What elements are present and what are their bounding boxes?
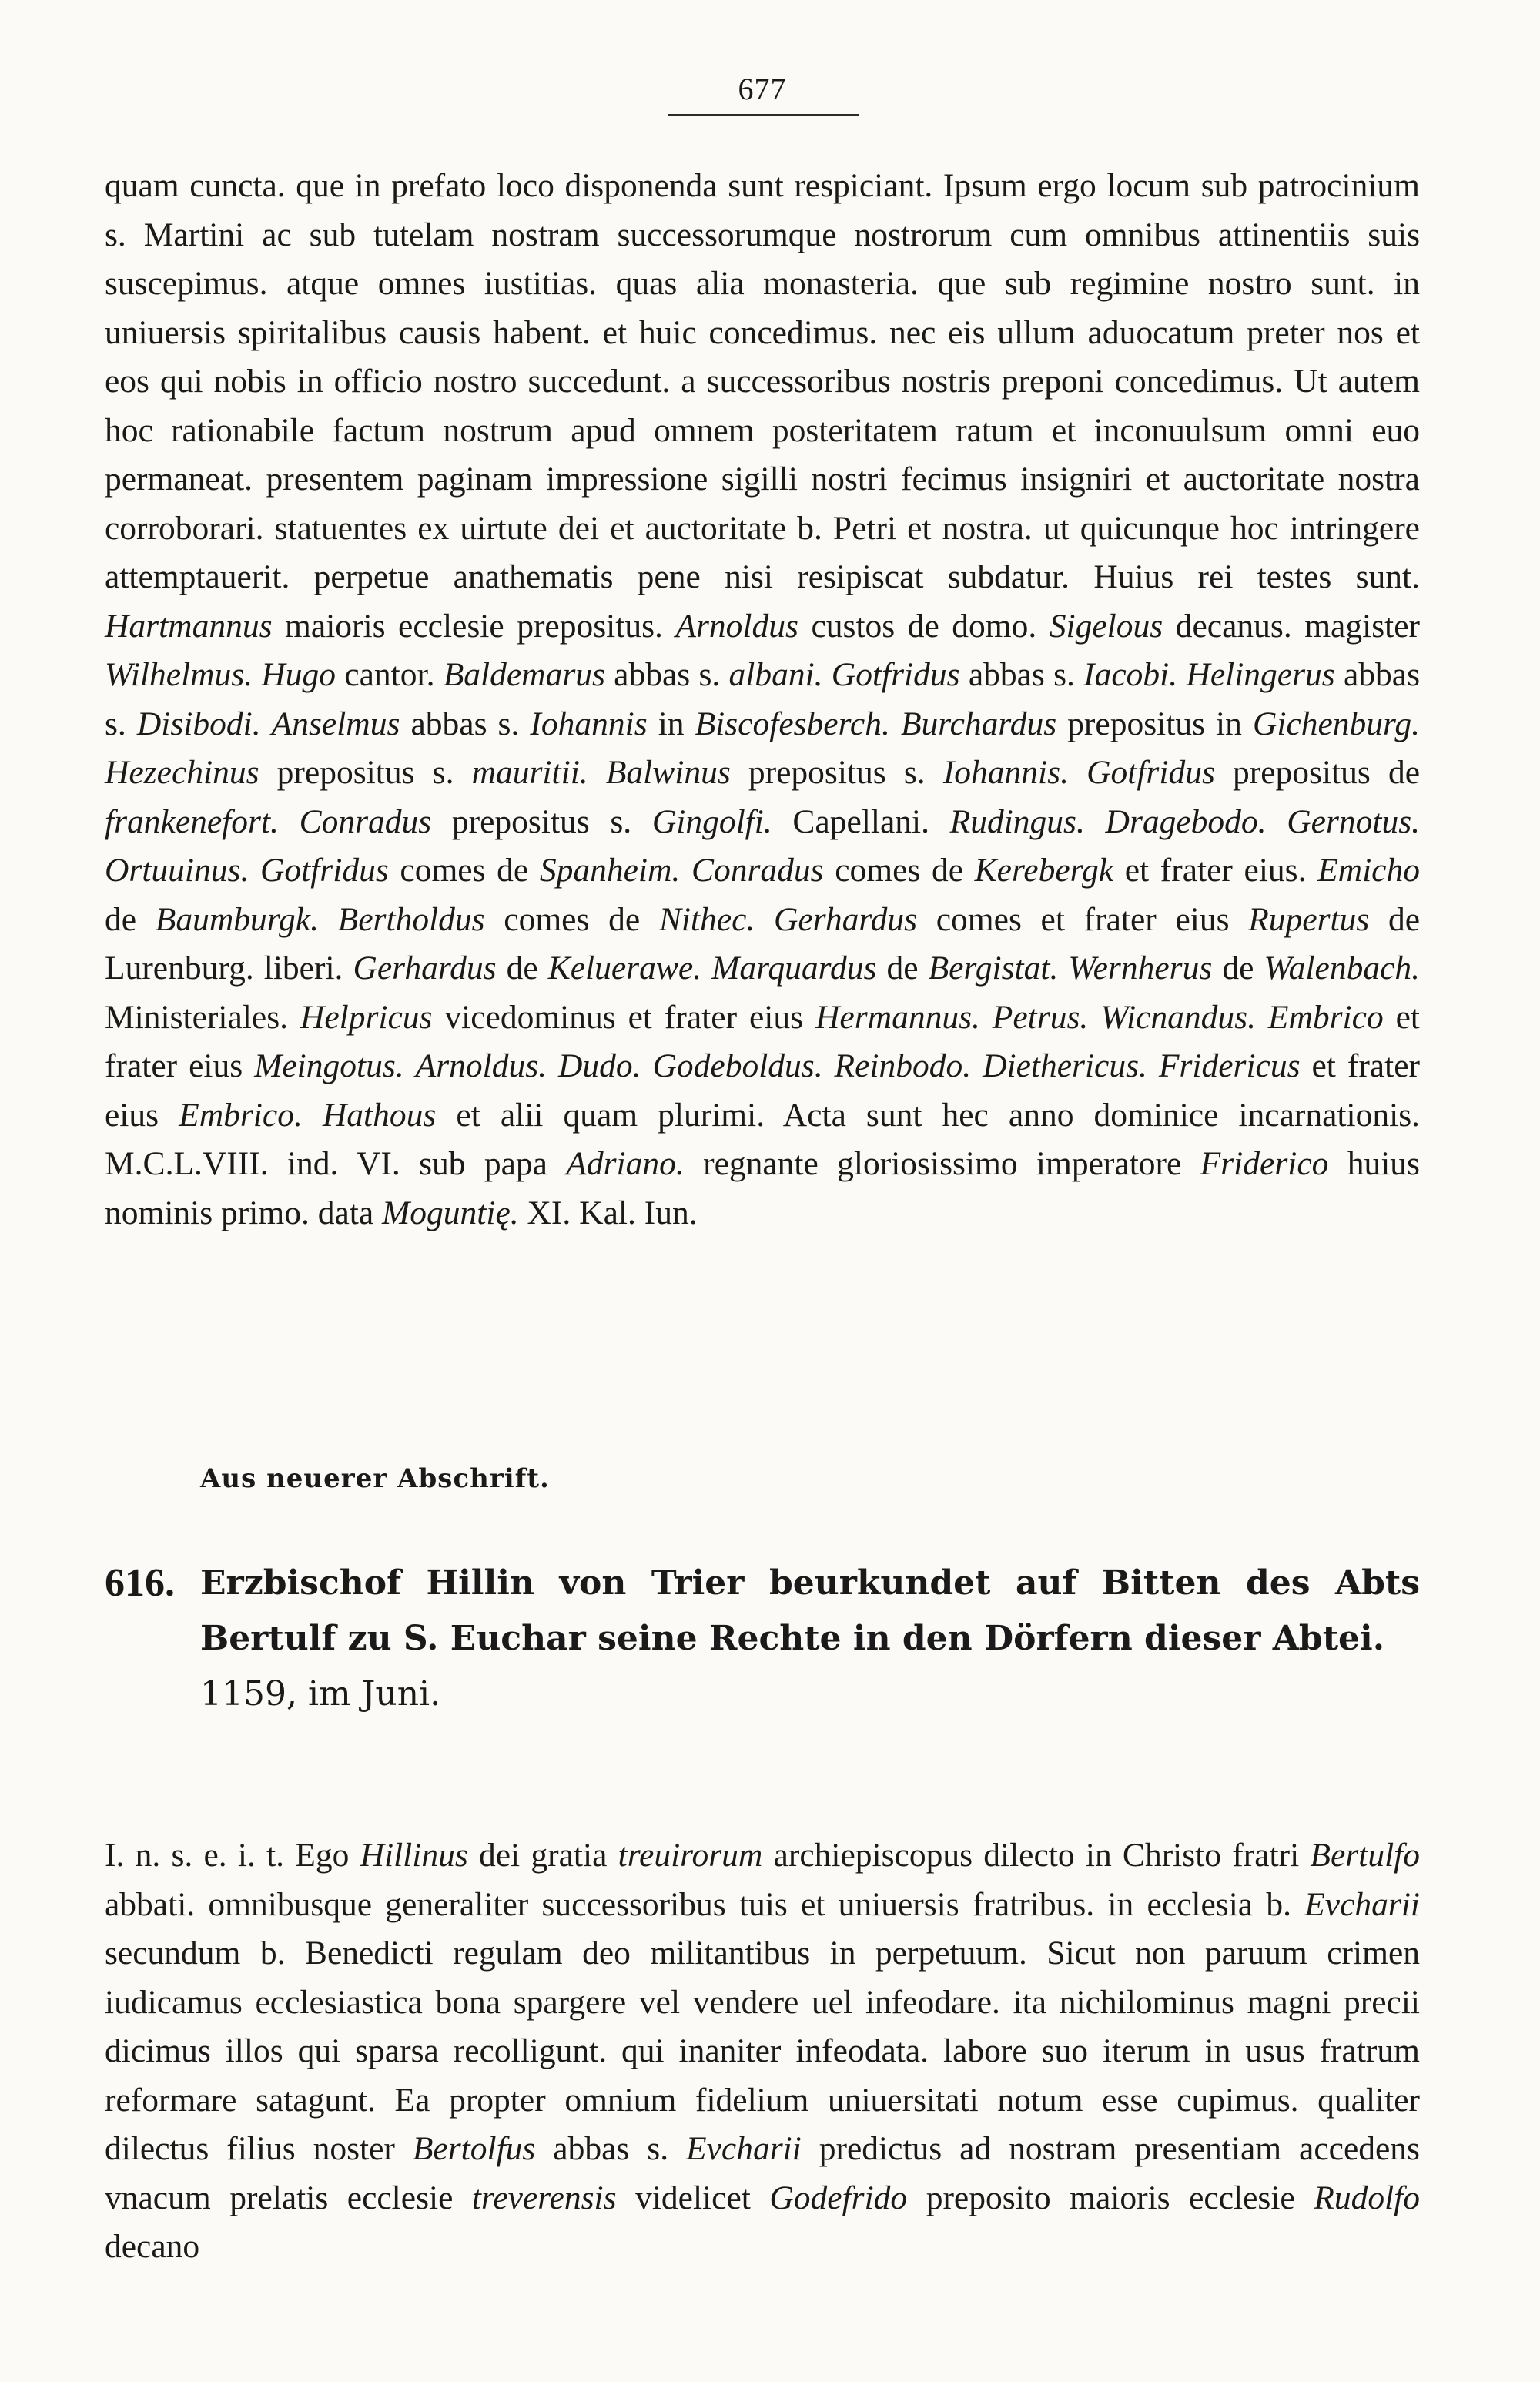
text-run: de: [496, 950, 548, 987]
italic-name-run: Gerhardus: [353, 950, 497, 987]
text-run: et alii quam plurimi. Acta sunt hec anno dominice incarnationis. M.C.L.VIII. ind. VI. sub papa: [105, 1096, 1421, 1182]
text-run: I. n. s. e. i. t. Ego: [105, 1837, 360, 1874]
italic-name-run: Spanheim.: [539, 852, 681, 889]
italic-name-run: Reinbodo.: [834, 1047, 972, 1084]
italic-name-run: Iohannis: [530, 705, 648, 742]
italic-name-run: Hermannus.: [815, 998, 980, 1036]
italic-name-run: albani.: [728, 656, 823, 693]
text-run: predictus ad nostram presentiam accedens vnacum prelatis ecclesie: [105, 2130, 1420, 2216]
italic-name-run: Gerhardus: [773, 900, 918, 938]
text-run: prepositus in: [1056, 705, 1253, 742]
italic-name-run: Ortuuinus.: [105, 852, 249, 889]
text-run: et frater eius: [105, 1047, 1420, 1134]
italic-name-run: Kerebergk: [974, 852, 1114, 889]
text-run: [1177, 656, 1186, 693]
text-run: custos de domo.: [798, 607, 1050, 645]
text-run: [547, 1047, 558, 1084]
italic-name-run: Burchardus: [900, 705, 1057, 742]
text-run: abbati. omnibusque generaliter successoribus tuis et uniuersis fratribus. in ecclesia b.: [105, 1885, 1305, 1923]
text-run: [823, 656, 832, 693]
text-run: [588, 754, 606, 791]
italic-name-run: Anselmus: [271, 705, 400, 742]
text-run: de: [876, 950, 929, 987]
text-run: [701, 950, 711, 987]
italic-name-run: Rudingus.: [949, 802, 1085, 840]
italic-name-run: Godeboldus.: [652, 1047, 823, 1084]
text-run: [1267, 803, 1287, 840]
text-run: videlicet: [616, 2179, 770, 2216]
text-run: Ministeriales.: [105, 998, 300, 1036]
text-run: prepositus s.: [431, 802, 652, 840]
italic-name-run: Hillinus: [360, 1837, 468, 1874]
italic-name-run: Gotfridus: [259, 852, 389, 889]
italic-name-run: Bertholdus: [337, 900, 485, 938]
italic-name-run: Wilhelmus.: [105, 656, 253, 693]
text-run: de: [1212, 950, 1264, 987]
text-run: archiepiscopus dilecto in Christo fratri: [762, 1837, 1311, 1874]
text-run: [279, 803, 300, 840]
text-run: decanus. magister: [1163, 607, 1420, 645]
italic-name-run: Emicho: [1317, 852, 1420, 889]
italic-name-run: Adriano.: [566, 1145, 685, 1182]
charter-text-continued: [105, 162, 1420, 1238]
italic-name-run: Baldemarus: [443, 656, 605, 693]
document-date: 1159, im Juni.: [200, 1674, 441, 1714]
text-run: abbas s.: [105, 656, 1421, 742]
text-run: [890, 705, 901, 742]
source-note: Aus neuerer Abschrift.: [200, 1463, 550, 1494]
italic-name-run: Gingolfi.: [651, 802, 772, 840]
text-run: [755, 901, 774, 938]
text-run: in: [647, 705, 695, 742]
text-run: et frater eius: [105, 998, 1421, 1084]
italic-name-run: treverensis: [471, 2179, 617, 2216]
text-run: prepositus de: [1214, 754, 1421, 791]
text-run: [1069, 754, 1086, 791]
text-run: [253, 656, 261, 693]
italic-name-run: frankenefort.: [105, 802, 279, 840]
italic-name-run: Iohannis.: [942, 754, 1069, 791]
italic-name-run: Baumburgk.: [155, 900, 319, 938]
italic-name-run: Balwinus: [605, 754, 731, 791]
text-run: abbas s.: [400, 705, 531, 742]
text-run: prepositus s.: [259, 754, 472, 791]
text-run: [680, 852, 691, 889]
text-run: [303, 1097, 323, 1134]
text-run: [1088, 999, 1100, 1036]
text-run: comes de: [823, 852, 975, 889]
text-run: [823, 1047, 835, 1084]
italic-name-run: Marquardus: [711, 950, 877, 987]
italic-name-run: Rudolfo: [1314, 2179, 1421, 2216]
italic-name-run: Nithec.: [658, 900, 755, 938]
text-run: cantor.: [336, 656, 444, 693]
text-run: huius nominis primo. data: [105, 1145, 1420, 1231]
text-run: decano: [105, 2228, 200, 2265]
text-run: [1058, 950, 1068, 987]
text-run: prepositus s.: [730, 754, 943, 791]
italic-name-run: Disibodi.: [136, 705, 261, 742]
text-run: [1147, 1047, 1159, 1084]
italic-name-run: Petrus.: [992, 998, 1089, 1036]
text-run: abbas s.: [604, 656, 729, 693]
italic-name-run: Diethericus.: [983, 1047, 1147, 1084]
text-run: Capellani.: [772, 802, 950, 840]
text-run: comes et frater eius: [917, 900, 1249, 938]
text-run: preposito maioris ecclesie: [907, 2179, 1314, 2216]
italic-name-run: Helingerus: [1186, 656, 1335, 693]
charter-text-new: [105, 1831, 1420, 2272]
italic-name-run: Godefrido: [769, 2179, 908, 2216]
italic-name-run: Evcharii: [686, 2130, 802, 2167]
italic-name-run: Walenbach.: [1264, 950, 1421, 987]
italic-name-run: Helpricus: [300, 998, 433, 1036]
italic-name-run: Gotfridus: [831, 656, 960, 693]
italic-name-run: Wicnandus.: [1100, 998, 1256, 1036]
italic-name-run: Rupertus: [1248, 900, 1370, 938]
italic-name-run: Bertulfo: [1310, 1837, 1420, 1874]
text-run: de Lurenburg. liberi.: [105, 900, 1421, 987]
charter-paragraph: [105, 1831, 1420, 2272]
charter-paragraph: [105, 162, 1420, 1238]
italic-name-run: Dudo.: [557, 1047, 641, 1084]
italic-name-run: treuirorum: [618, 1837, 763, 1874]
text-run: [249, 852, 260, 889]
italic-name-run: Biscofesberch.: [695, 705, 890, 742]
italic-name-run: Conradus: [299, 802, 432, 840]
italic-name-run: Gichenburg.: [1252, 705, 1420, 742]
text-run: [1256, 999, 1268, 1036]
text-run: quam cuncta. que in prefato loco disponenda sunt respiciant. Ipsum ergo locum sub patrocinium s. Martini ac sub tutelam nostram successorumque nostrorum cum omnibus attinentiis suis suscepimus. atque omnes iustitias. quas alia monasteria. que sub regimine nostro sunt. in uniuersis spiritalibus causis habent. et huic concedimus. nec eis ullum aduocatum preter nos et eos qui nobis in officio nostro succedunt. a successoribus nostris preponi concedimus. Ut autem hoc rationabile factum nostrum apud omnem posteritatem ratum et inconuulsum omni euo permaneat. presentem paginam impressione sigilli nostri fecimus insigniri et auctoritate nostra corroborari. statuentes ex uirtute dei et auctoritate b. Petri et nostra. ut quicunque hoc intringere attemptauerit. perpetue anathematis pene nisi resipiscat subdatur. Huius rei testes sunt.: [105, 167, 1420, 595]
italic-name-run: Hugo: [261, 656, 336, 693]
text-run: dei gratia: [467, 1837, 618, 1874]
italic-name-run: Friderico: [1200, 1145, 1329, 1182]
text-run: abbas s.: [535, 2130, 687, 2167]
italic-name-run: Bertolfus: [412, 2130, 536, 2167]
text-run: et frater eius.: [1113, 852, 1318, 889]
text-run: comes de: [484, 900, 659, 938]
document-number: 616.: [105, 1561, 175, 1605]
italic-name-run: Keluerawe.: [547, 950, 702, 987]
text-run: [319, 901, 338, 938]
text-run: vicedominus et frater eius: [432, 998, 815, 1036]
italic-name-run: Embrico: [1267, 998, 1384, 1036]
italic-name-run: Sigelous: [1049, 607, 1163, 645]
document-title: Erzbischof Hillin von Trier beurkundet auf Bitten des Abts Bertulf zu S. Euchar seine Rechte in den Dörfern dieser Abtei.: [200, 1563, 1420, 1658]
italic-name-run: Fridericus: [1158, 1047, 1301, 1084]
italic-name-run: Moguntię.: [382, 1194, 519, 1231]
italic-name-run: Embrico.: [179, 1096, 303, 1134]
text-run: maioris ecclesie prepositus.: [272, 607, 676, 645]
text-run: [980, 999, 993, 1036]
italic-name-run: mauritii.: [471, 754, 588, 791]
text-run: regnante gloriosissimo imperatore: [684, 1145, 1200, 1182]
text-run: abbas s.: [959, 656, 1084, 693]
italic-name-run: Bergistat.: [928, 950, 1059, 987]
italic-name-run: Gernotus.: [1287, 802, 1421, 840]
italic-name-run: Wernherus: [1068, 950, 1213, 987]
text-run: [971, 1047, 983, 1084]
italic-name-run: Conradus: [691, 852, 824, 889]
page-number: 677: [738, 72, 787, 106]
text-run: comes de: [388, 852, 540, 889]
italic-name-run: Evcharii: [1304, 1885, 1420, 1923]
italic-name-run: Iacobi.: [1083, 656, 1178, 693]
italic-name-run: Meingotus.: [254, 1047, 404, 1084]
italic-name-run: Hezechinus: [105, 754, 259, 791]
italic-name-run: Arnoldus.: [415, 1047, 547, 1084]
text-run: [641, 1047, 653, 1084]
document-heading: [105, 1556, 1420, 1722]
italic-name-run: Gotfridus: [1086, 754, 1215, 791]
text-run: XI. Kal. Iun.: [518, 1194, 698, 1231]
italic-name-run: Dragebodo.: [1105, 802, 1267, 840]
text-run: [404, 1047, 416, 1084]
page-number-rule: [668, 114, 859, 116]
italic-name-run: Hartmannus: [105, 607, 273, 645]
italic-name-run: Arnoldus: [675, 607, 798, 645]
italic-name-run: Hathous: [322, 1096, 437, 1134]
text-run: [261, 705, 272, 742]
text-run: [1085, 803, 1106, 840]
text-run: secundum b. Benedicti regulam deo militantibus in perpetuum. Sicut non paruum crimen iudicamus ecclesiastica bona spargere vel vendere uel infeodare. ita nichilominus magni precii dicimus illos qui sparsa recolligunt. qui inaniter infeodata. labore suo iterum in usus fratrum reformare satagunt. Ea propter omnium fidelium uniuersitati notum esse cupimus. qualiter dilectus filius noster: [105, 1935, 1420, 2167]
text-run: de: [105, 900, 156, 938]
